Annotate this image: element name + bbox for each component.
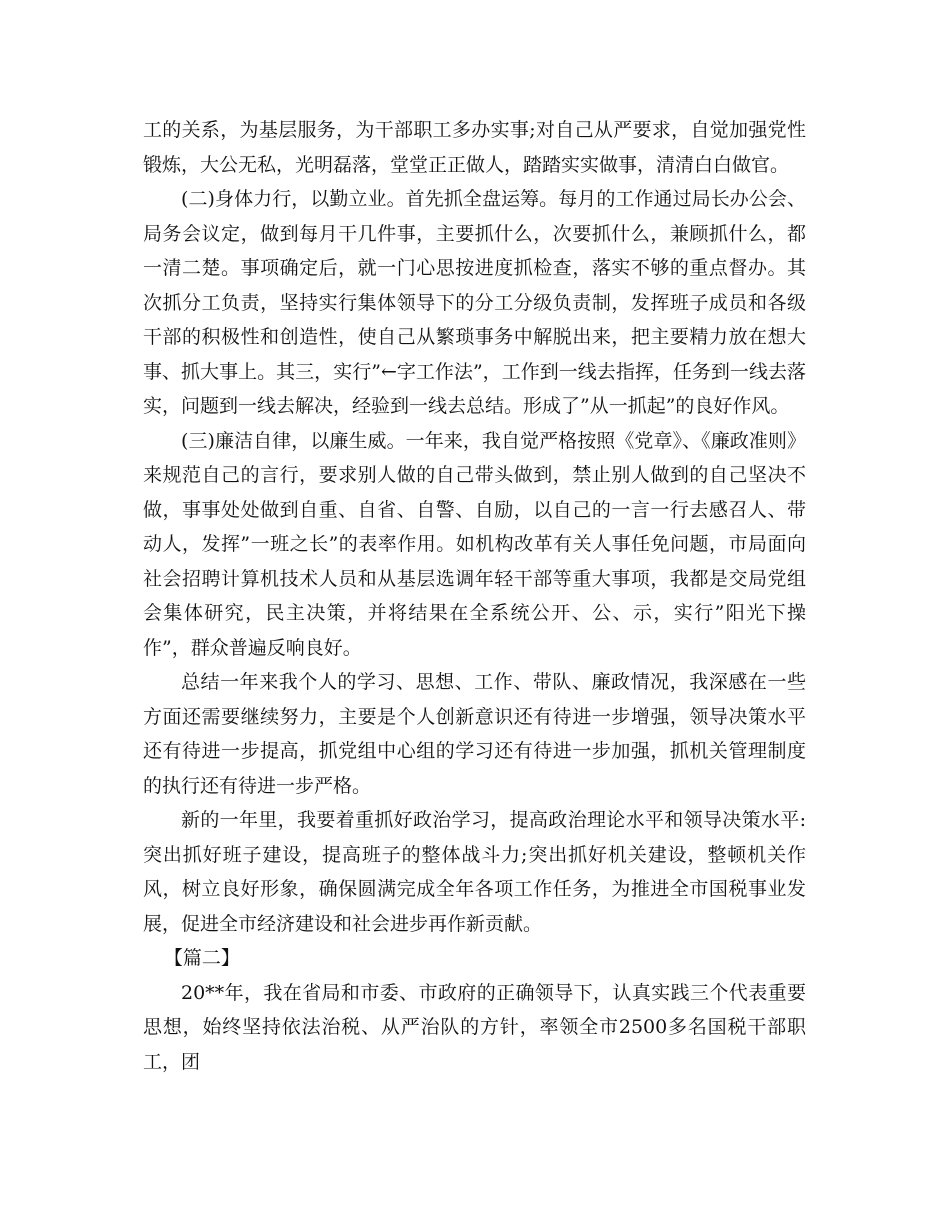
paragraph-summary: 总结一年来我个人的学习、思想、工作、带队、廉政情况，我深感在一些方面还需要继续努力，主要是个人创新意识还有待进一步增强，领导决策水平还有待进一步提高，抓党组中心组的学习还有待进一步加强，抓机关管理制度的执行还有待进一步严格。 (143, 671, 806, 797)
paragraph-section-three: (三)廉洁自律，以廉生威。一年来，我自觉严格按照《党章》、《廉政准则》来规范自己的言行，要求别人做的自己带头做到，禁止别人做到的自己坚决不做，事事处处做到自重、自省、自警、自励，以自己的一言一行去感召人、带动人，发挥”一班之长”的表率作用。如机构改革有关人事任免问题，市局面向社会招聘计算机技术人员和从基层选调年轻干部等重大事项，我都是交局党组会集体研究，民主决策，并将结果在全系统公开、公、示，实行”阳光下操作”，群众普遍反响良好。 (143, 429, 806, 659)
section-heading: 【篇二】 (163, 947, 240, 969)
paragraph-new-year: 新的一年里，我要着重抓好政治学习，提高政治理论水平和领导决策水平:突出抓好班子建设，提高班子的整体战斗力;突出抓好机关建设，整顿机关作风，树立良好形象，确保圆满完成全年各项工作任务，为推进全市国税事业发展，促进全市经济建设和社会进步再作新贡献。 (143, 809, 806, 935)
paragraph-section-two: (二)身体力行，以勤立业。首先抓全盘运筹。每月的工作通过局长办公会、局务会议定，做到每月干几件事，主要抓什么，次要抓什么，兼顾抓什么，都一清二楚。事项确定后，就一门心思按进度抓检查，落实不够的重点督办。其次抓分工负责，坚持实行集体领导下的分工分级负责制，发挥班子成员和各级干部的积极性和创造性，使自己从繁琐事务中解脱出来，把主要精力放在想大事、抓大事上。其三，实行”←字工作法”，工作到一线去指挥，任务到一线去落实，问题到一线去解决，经验到一线去总结。形成了”从一抓起”的良好作风。 (143, 188, 806, 417)
document-body (143, 113, 806, 1079)
paragraph-continuation: 工的关系，为基层服务，为干部职工多办实事;对自己从严要求，自觉加强党性锻炼，大公无私，光明磊落，堂堂正正做人，踏踏实实做事，清清白白做官。 (143, 119, 806, 176)
paragraph-part-two-intro: 20**年，我在省局和市委、市政府的正确领导下，认真实践三个代表重要思想，始终坚持依法治税、从严治队的方针，率领全市2500多名国税干部职工，团 (143, 981, 806, 1073)
